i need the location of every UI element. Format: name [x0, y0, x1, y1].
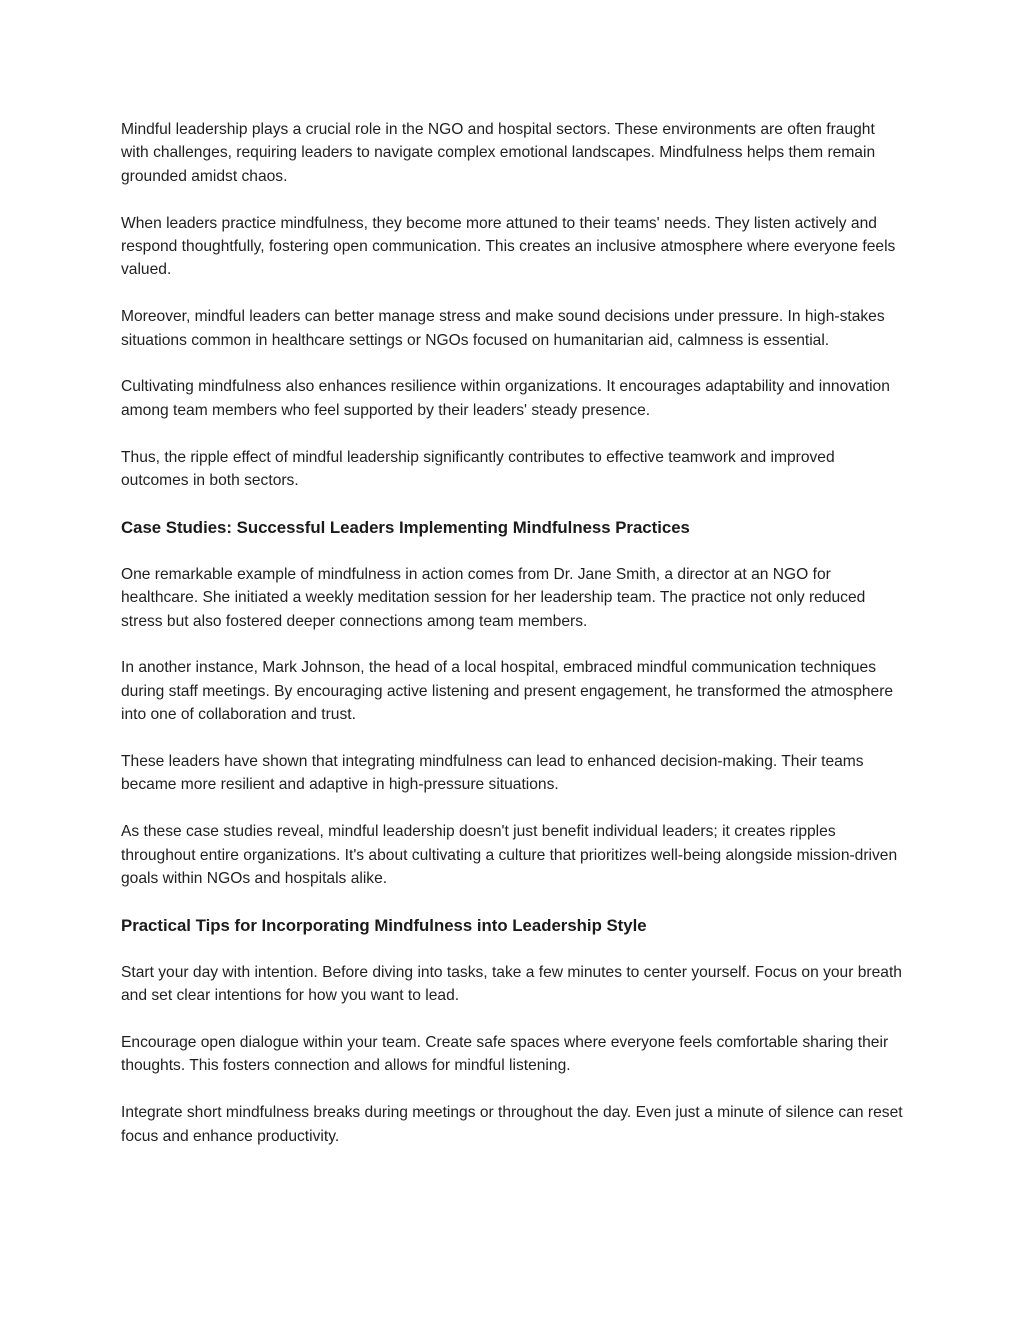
- paragraph: Thus, the ripple effect of mindful leadership significantly contributes to effective teamwork and improved outcomes in both sectors.: [121, 448, 835, 490]
- paragraph: When leaders practice mindfulness, they become more attuned to their teams' needs. They listen actively and respond thoughtfully, fostering open communication. This creates an inclusive atmosphere where everyone feels valued.: [121, 214, 896, 279]
- paragraph: One remarkable example of mindfulness in action comes from Dr. Jane Smith, a director at an NGO for healthcare. She initiated a weekly meditation session for her leadership team. The practice not only reduced stress but also fostered deeper connections among team members.: [121, 565, 866, 630]
- paragraph: Mindful leadership plays a crucial role in the NGO and hospital sectors. These environments are often fraught with challenges, requiring leaders to navigate complex emotional landscapes. Mindfulness helps them remain grounded amidst chaos.: [121, 121, 876, 185]
- paragraph: In another instance, Mark Johnson, the head of a local hospital, embraced mindful communication techniques during staff meetings. By encouraging active listening and present engagement, he transformed the atmosphere into one of collaboration and trust.: [121, 659, 894, 724]
- paragraph: Start your day with intention. Before diving into tasks, take a few minutes to center yourself. Focus on your breath and set clear intentions for how you want to lead.: [121, 963, 902, 1005]
- section-practical-tips: [121, 914, 906, 1148]
- section-case-studies: [121, 516, 906, 891]
- paragraph: Encourage open dialogue within your team. Create safe spaces where everyone feels comfortable sharing their thoughts. This fosters connection and allows for mindful listening.: [121, 1034, 889, 1075]
- document-page: [121, 118, 906, 1171]
- paragraph: Moreover, mindful leaders can better manage stress and make sound decisions under pressure. In high-stakes situations common in healthcare settings or NGOs focused on humanitarian aid, calmness is essential.: [121, 308, 885, 349]
- paragraph: Integrate short mindfulness breaks during meetings or throughout the day. Even just a minute of silence can reset focus and enhance productivity.: [121, 1104, 903, 1145]
- section-heading: Practical Tips for Incorporating Mindfulness into Leadership Style: [121, 915, 647, 935]
- paragraph: As these case studies reveal, mindful leadership doesn't just benefit individual leaders; it creates ripples throughout entire organizations. It's about cultivating a culture that prioritizes well-being alongside mission-driven goals within NGOs and hospitals alike.: [121, 823, 898, 888]
- section-heading: Case Studies: Successful Leaders Implementing Mindfulness Practices: [121, 517, 690, 537]
- section-intro: [121, 118, 906, 492]
- paragraph: These leaders have shown that integrating mindfulness can lead to enhanced decision-making. Their teams became more resilient and adaptive in high-pressure situations.: [121, 753, 864, 794]
- paragraph: Cultivating mindfulness also enhances resilience within organizations. It encourages adaptability and innovation among team members who feel supported by their leaders' steady presence.: [121, 378, 890, 419]
